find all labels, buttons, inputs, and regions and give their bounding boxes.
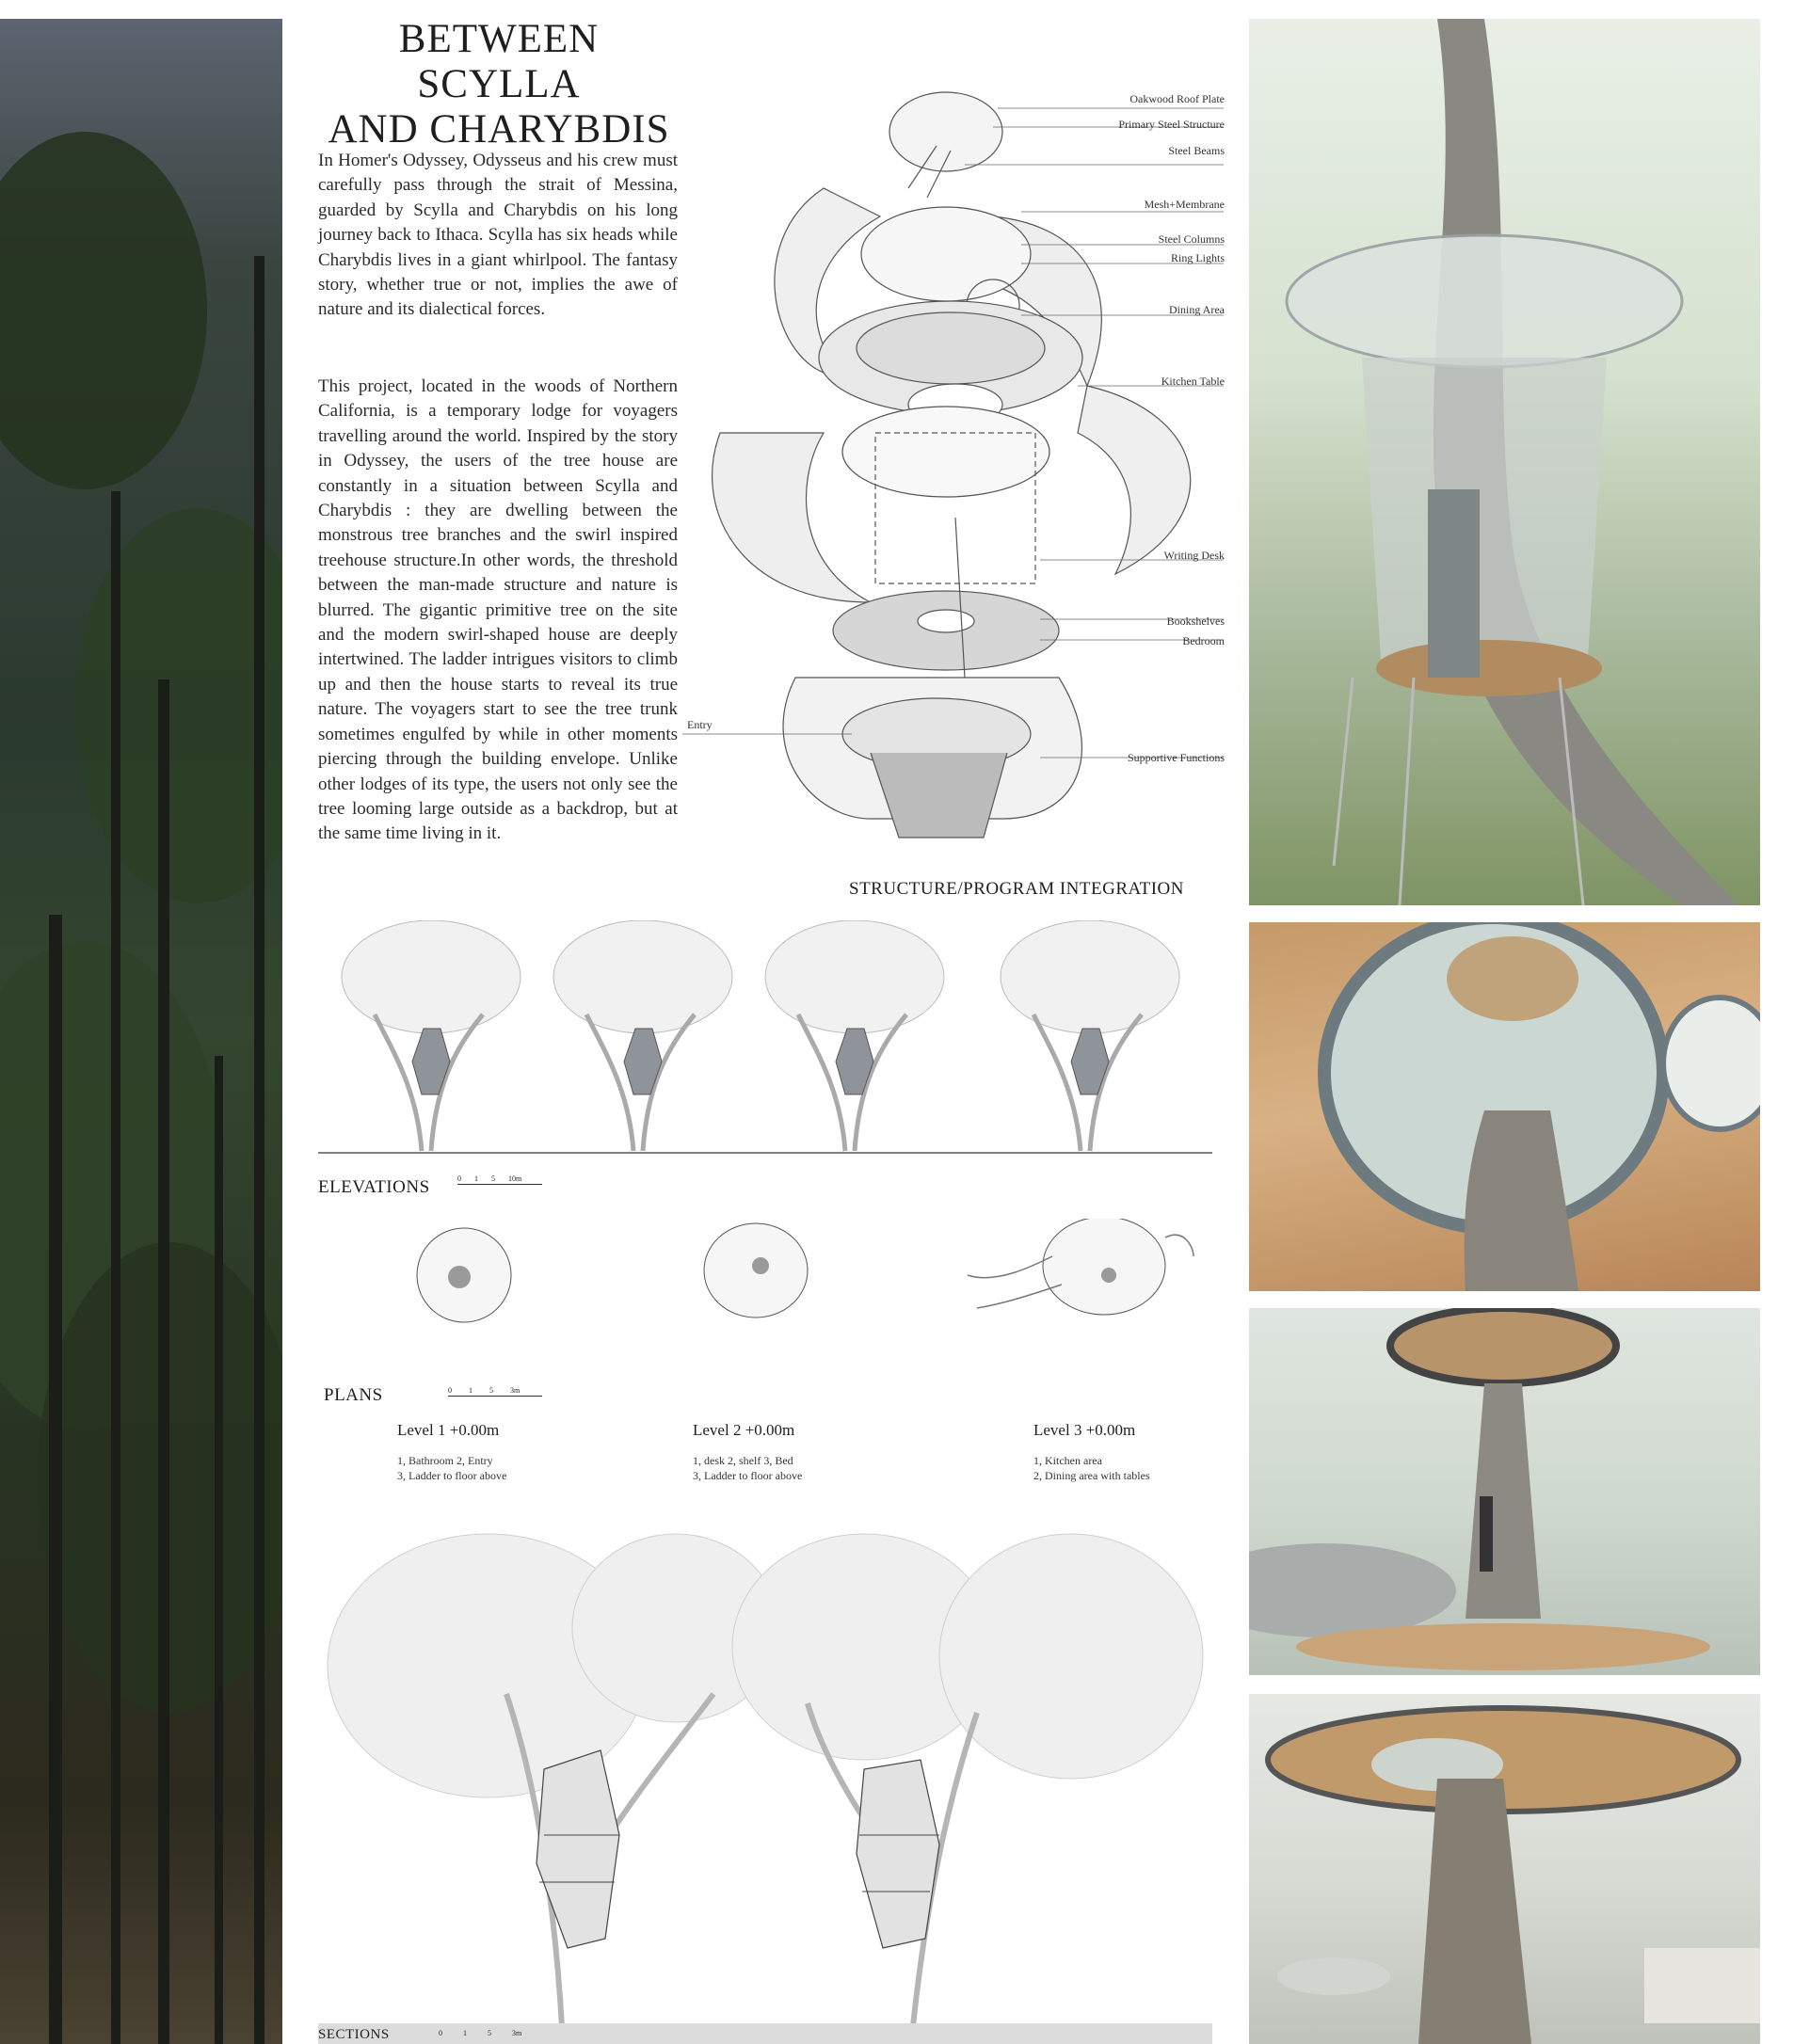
scale-tick: 10m [508, 1174, 522, 1183]
interior-bedroom-drawing [1249, 1694, 1760, 2044]
interior-dining-photo [1249, 1308, 1760, 1675]
plan-level-note: 2, Dining area with tables [1033, 1469, 1150, 1482]
tree-trunk [49, 915, 62, 2044]
plan-level-3 [1033, 1421, 1150, 1483]
plan-level-note: 3, Ladder to floor above [693, 1469, 803, 1482]
label-kitchen-table: Kitchen Table [1161, 375, 1225, 388]
scale-tick: 0 [439, 2029, 442, 2037]
scale-tick: 1 [469, 1386, 473, 1395]
interior-bedroom-photo [1249, 1694, 1760, 2044]
plan-level-note: 1, Bathroom 2, Entry [397, 1454, 493, 1467]
intro-paragraph: In Homer's Odyssey, Odysseus and his crew must carefully pass through the strait of Messina, guarded by Scylla and Charybdis on his long journey back to Ithaca. Scylla has six heads while Charybdis lives in a giant whirlpool. The fantasy story, whether true or not, implies the awe of nature and its dialectical forces. [318, 151, 678, 320]
scale-tick: 5 [489, 1386, 493, 1395]
tree-trunk [254, 256, 264, 2044]
axo-drawing [682, 75, 1238, 847]
plan-level-title: Level 2 +0.00m [693, 1421, 795, 1439]
label-mesh-membrane: Mesh+Membrane [1144, 198, 1225, 211]
interior-ceiling-photo [1249, 922, 1760, 1291]
plans-label: PLANS [324, 1385, 383, 1405]
project-paragraph: This project, located in the woods of Northern California, is a temporary lodge for voyagers travelling around the world. Inspired by the story in Odyssey, the users of the tree house are constantly in a situation between Scylla and Charybdis : they are dwelling between the monstrous tree branches and the swirl inspired treehouse structure.In other words, the threshold between the man-made structure and nature is blurred. The gigantic primitive tree on the site and the modern swirl-shaped house are deeply intertwined. The ladder intrigues visitors to climb up and then the house starts to reveal its true nature. The voyagers start to see the tree trunk sometimes engulfed by while in other moments piercing through the building envelope. Unlike other lodges of its type, the users not only see the tree looming large outside as a backdrop, but at the same time living in it. [318, 376, 678, 844]
label-ring-lights: Ring Lights [1170, 251, 1225, 264]
scale-tick: 0 [448, 1386, 452, 1395]
plan-level-note: 1, desk 2, shelf 3, Bed [693, 1454, 793, 1467]
scale-tick: 5 [491, 1174, 495, 1183]
interior-ceiling-drawing [1249, 922, 1760, 1291]
elevations-scale-bar [457, 1184, 542, 1185]
scale-tick: 0 [457, 1174, 461, 1183]
forest-photo [0, 19, 282, 2044]
label-steel-columns: Steel Columns [1158, 232, 1225, 246]
exploded-axonometric [682, 75, 1238, 847]
plan-level-title: Level 3 +0.00m [1033, 1421, 1136, 1439]
label-supportive-functions: Supportive Functions [1127, 751, 1225, 764]
canopy-shape [75, 508, 282, 903]
exterior-render-photo [1249, 19, 1760, 905]
plan-level-note: 3, Ladder to floor above [397, 1469, 507, 1482]
sections-panel [318, 1525, 1212, 2044]
exterior-render-drawing [1249, 19, 1760, 905]
label-writing-desk: Writing Desk [1163, 549, 1225, 562]
elevations-drawing [318, 920, 1212, 1173]
canopy-shape [0, 132, 207, 489]
elevations-scale-ticks [457, 1174, 521, 1183]
scale-tick: 5 [488, 2029, 491, 2037]
plans-panel [318, 1219, 1212, 1482]
plans-drawing [318, 1219, 1212, 1379]
elevations-label: ELEVATIONS [318, 1177, 430, 1197]
plan-level-1 [397, 1421, 506, 1483]
label-roof-plate: Oakwood Roof Plate [1129, 92, 1225, 105]
tree-trunk [111, 491, 120, 2044]
elevations-panel [318, 920, 1212, 1197]
scale-tick: 3m [510, 1386, 521, 1395]
tree-trunk [158, 679, 169, 2044]
axo-caption: STRUCTURE/PROGRAM INTEGRATION [849, 879, 1184, 899]
sections-drawing [318, 1525, 1212, 2044]
plans-scale-ticks [448, 1386, 520, 1395]
scale-tick: 1 [474, 1174, 478, 1183]
label-primary-steel: Primary Steel Structure [1118, 118, 1225, 131]
plan-level-title: Level 1 +0.00m [397, 1421, 500, 1439]
sections-label: SECTIONS [318, 2027, 390, 2042]
title-line-2: AND CHARYBDIS [328, 107, 670, 152]
interior-dining-drawing [1249, 1308, 1760, 1675]
label-dining-area: Dining Area [1169, 303, 1225, 316]
label-steel-beams: Steel Beams [1168, 144, 1225, 157]
scale-tick: 1 [463, 2029, 467, 2037]
plans-scale-bar [448, 1396, 542, 1397]
label-bookshelves: Bookshelves [1166, 615, 1225, 628]
label-entry: Entry [687, 718, 713, 731]
label-bedroom: Bedroom [1182, 634, 1225, 647]
plan-level-2 [693, 1421, 802, 1483]
plan-level-note: 1, Kitchen area [1033, 1454, 1102, 1467]
page-title [318, 17, 680, 152]
scale-tick: 3m [512, 2029, 522, 2037]
title-line-1: BETWEEN SCYLLA [398, 17, 600, 106]
sections-scale-ticks [439, 2029, 521, 2037]
tree-trunk [215, 1056, 223, 2044]
